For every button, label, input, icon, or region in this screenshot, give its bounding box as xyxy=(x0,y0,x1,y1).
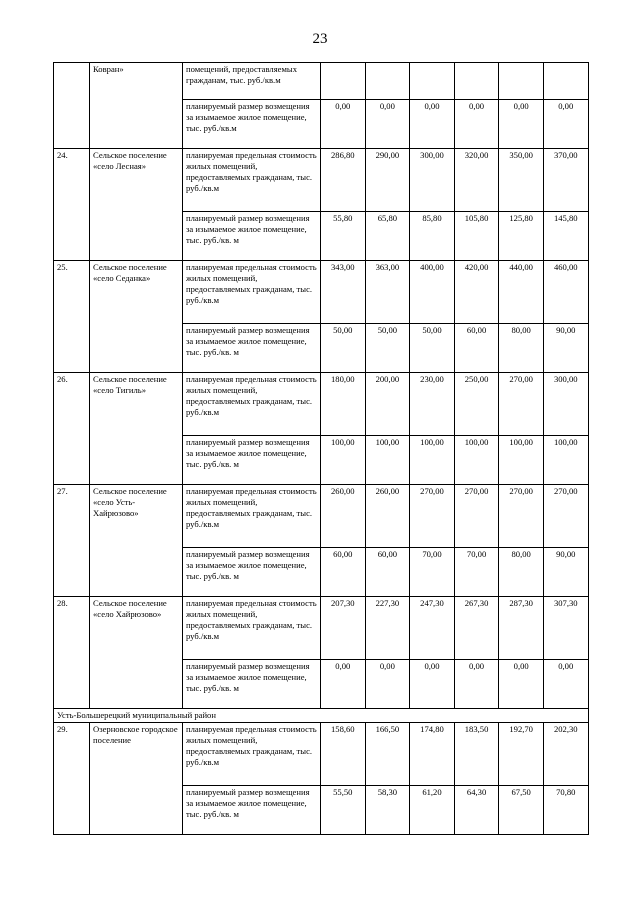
value-cell: 207,30 xyxy=(321,597,366,660)
value-cell: 270,00 xyxy=(499,485,544,548)
value-cell: 230,00 xyxy=(410,373,455,436)
value-cell: 100,00 xyxy=(410,436,455,485)
value-cell: 270,00 xyxy=(410,485,455,548)
value-cell: 61,20 xyxy=(410,786,455,835)
value-cell: 0,00 xyxy=(543,100,588,149)
value-cell: 60,00 xyxy=(365,548,410,597)
settlement-name-cell: Озерновское городское поселение xyxy=(90,723,183,835)
indicator-cell: планируемая предельная стоимость жилых помещений, предоставляемых гражданам, тыс. руб./кв.м xyxy=(183,485,321,548)
value-cell: 267,30 xyxy=(454,597,499,660)
table-row xyxy=(54,149,589,212)
settlement-name-cell: Ковран» xyxy=(90,63,183,149)
value-cell: 0,00 xyxy=(321,100,366,149)
value-cell: 0,00 xyxy=(454,100,499,149)
value-cell: 50,00 xyxy=(410,324,455,373)
indicator-cell: планируемый размер возмещения за изымаемое жилое помещение, тыс. руб./кв. м xyxy=(183,212,321,261)
value-cell xyxy=(365,63,410,100)
value-cell: 100,00 xyxy=(454,436,499,485)
value-cell: 166,50 xyxy=(365,723,410,786)
value-cell: 90,00 xyxy=(543,548,588,597)
value-cell xyxy=(410,63,455,100)
settlement-name-cell: Сельское поселение «село Хайрюзово» xyxy=(90,597,183,709)
indicator-cell: планируемая предельная стоимость жилых помещений, предоставляемых гражданам, тыс. руб./кв.м xyxy=(183,597,321,660)
indicator-cell: планируемый размер возмещения за изымаемое жилое помещение, тыс. руб./кв. м xyxy=(183,660,321,709)
value-cell: 70,00 xyxy=(410,548,455,597)
indicator-cell: планируемый размер возмещения за изымаемое жилое помещение, тыс. руб./кв.м xyxy=(183,100,321,149)
value-cell: 0,00 xyxy=(365,100,410,149)
indicator-cell: планируемая предельная стоимость жилых помещений, предоставляемых гражданам, тыс. руб./кв.м xyxy=(183,149,321,212)
row-number-cell: 28. xyxy=(54,597,90,709)
value-cell: 0,00 xyxy=(321,660,366,709)
table-row xyxy=(54,723,589,786)
value-cell: 158,60 xyxy=(321,723,366,786)
value-cell: 0,00 xyxy=(543,660,588,709)
value-cell: 260,00 xyxy=(365,485,410,548)
value-cell: 420,00 xyxy=(454,261,499,324)
value-cell: 343,00 xyxy=(321,261,366,324)
row-number-cell: 26. xyxy=(54,373,90,485)
value-cell xyxy=(543,63,588,100)
value-cell: 50,00 xyxy=(321,324,366,373)
value-cell: 200,00 xyxy=(365,373,410,436)
row-number-cell xyxy=(54,63,90,149)
value-cell: 192,70 xyxy=(499,723,544,786)
indicator-cell: планируемый размер возмещения за изымаемое жилое помещение, тыс. руб./кв. м xyxy=(183,436,321,485)
page-number: 23 xyxy=(312,31,328,47)
row-number-cell: 25. xyxy=(54,261,90,373)
value-cell: 80,00 xyxy=(499,548,544,597)
value-cell: 0,00 xyxy=(454,660,499,709)
value-cell: 60,00 xyxy=(321,548,366,597)
indicator-cell: планируемый размер возмещения за изымаемое жилое помещение, тыс. руб./кв. м xyxy=(183,324,321,373)
value-cell: 307,30 xyxy=(543,597,588,660)
value-cell: 400,00 xyxy=(410,261,455,324)
value-cell: 250,00 xyxy=(454,373,499,436)
value-cell: 0,00 xyxy=(499,660,544,709)
value-cell: 270,00 xyxy=(454,485,499,548)
value-cell: 55,80 xyxy=(321,212,366,261)
indicator-cell: планируемая предельная стоимость жилых помещений, предоставляемых гражданам, тыс. руб./кв.м xyxy=(183,373,321,436)
value-cell: 58,30 xyxy=(365,786,410,835)
value-cell: 70,00 xyxy=(454,548,499,597)
value-cell: 286,80 xyxy=(321,149,366,212)
value-cell: 247,30 xyxy=(410,597,455,660)
value-cell: 85,80 xyxy=(410,212,455,261)
value-cell: 65,80 xyxy=(365,212,410,261)
settlement-name-cell: Сельское поселение «село Тигиль» xyxy=(90,373,183,485)
table-row xyxy=(54,63,589,100)
value-cell: 0,00 xyxy=(499,100,544,149)
value-cell: 0,00 xyxy=(410,100,455,149)
value-cell xyxy=(454,63,499,100)
value-cell: 320,00 xyxy=(454,149,499,212)
value-cell: 174,80 xyxy=(410,723,455,786)
value-cell: 145,80 xyxy=(543,212,588,261)
value-cell: 64,30 xyxy=(454,786,499,835)
table-row xyxy=(54,597,589,660)
settlement-name-cell: Сельское поселение «село Седанка» xyxy=(90,261,183,373)
housing-cost-table xyxy=(53,62,589,835)
value-cell: 70,80 xyxy=(543,786,588,835)
value-cell: 100,00 xyxy=(499,436,544,485)
value-cell: 350,00 xyxy=(499,149,544,212)
value-cell: 0,00 xyxy=(365,660,410,709)
value-cell: 180,00 xyxy=(321,373,366,436)
table-row xyxy=(54,485,589,548)
value-cell: 440,00 xyxy=(499,261,544,324)
value-cell: 270,00 xyxy=(543,485,588,548)
value-cell: 460,00 xyxy=(543,261,588,324)
table-row xyxy=(54,373,589,436)
row-number-cell: 27. xyxy=(54,485,90,597)
value-cell: 105,80 xyxy=(454,212,499,261)
value-cell: 100,00 xyxy=(365,436,410,485)
value-cell: 125,80 xyxy=(499,212,544,261)
value-cell: 55,50 xyxy=(321,786,366,835)
settlement-name-cell: Сельское поселение «село Лесная» xyxy=(90,149,183,261)
value-cell: 202,30 xyxy=(543,723,588,786)
settlement-name-cell: Сельское поселение «село Усть-Хайрюзово» xyxy=(90,485,183,597)
indicator-cell: планируемая предельная стоимость жилых помещений, предоставляемых гражданам, тыс. руб./кв.м xyxy=(183,723,321,786)
value-cell: 80,00 xyxy=(499,324,544,373)
value-cell: 270,00 xyxy=(499,373,544,436)
indicator-cell: планируемая предельная стоимость жилых помещений, предоставляемых гражданам, тыс. руб./кв.м xyxy=(183,261,321,324)
value-cell xyxy=(321,63,366,100)
value-cell: 290,00 xyxy=(365,149,410,212)
section-header-row xyxy=(54,709,589,723)
indicator-cell: помещений, предоставляемых гражданам, тыс. руб./кв.м xyxy=(183,63,321,100)
value-cell: 0,00 xyxy=(410,660,455,709)
value-cell: 363,00 xyxy=(365,261,410,324)
value-cell: 60,00 xyxy=(454,324,499,373)
value-cell: 287,30 xyxy=(499,597,544,660)
value-cell: 67,50 xyxy=(499,786,544,835)
section-header: Усть-Большерецкий муниципальный район xyxy=(54,709,589,723)
value-cell: 227,30 xyxy=(365,597,410,660)
value-cell: 90,00 xyxy=(543,324,588,373)
value-cell: 100,00 xyxy=(321,436,366,485)
value-cell xyxy=(499,63,544,100)
value-cell: 100,00 xyxy=(543,436,588,485)
indicator-cell: планируемый размер возмещения за изымаемое жилое помещение, тыс. руб./кв. м xyxy=(183,548,321,597)
indicator-cell: планируемый размер возмещения за изымаемое жилое помещение, тыс. руб./кв. м xyxy=(183,786,321,835)
value-cell: 300,00 xyxy=(410,149,455,212)
value-cell: 300,00 xyxy=(543,373,588,436)
row-number-cell: 24. xyxy=(54,149,90,261)
value-cell: 183,50 xyxy=(454,723,499,786)
value-cell: 50,00 xyxy=(365,324,410,373)
table-body xyxy=(54,63,589,835)
value-cell: 260,00 xyxy=(321,485,366,548)
value-cell: 370,00 xyxy=(543,149,588,212)
row-number-cell: 29. xyxy=(54,723,90,835)
table-row xyxy=(54,261,589,324)
